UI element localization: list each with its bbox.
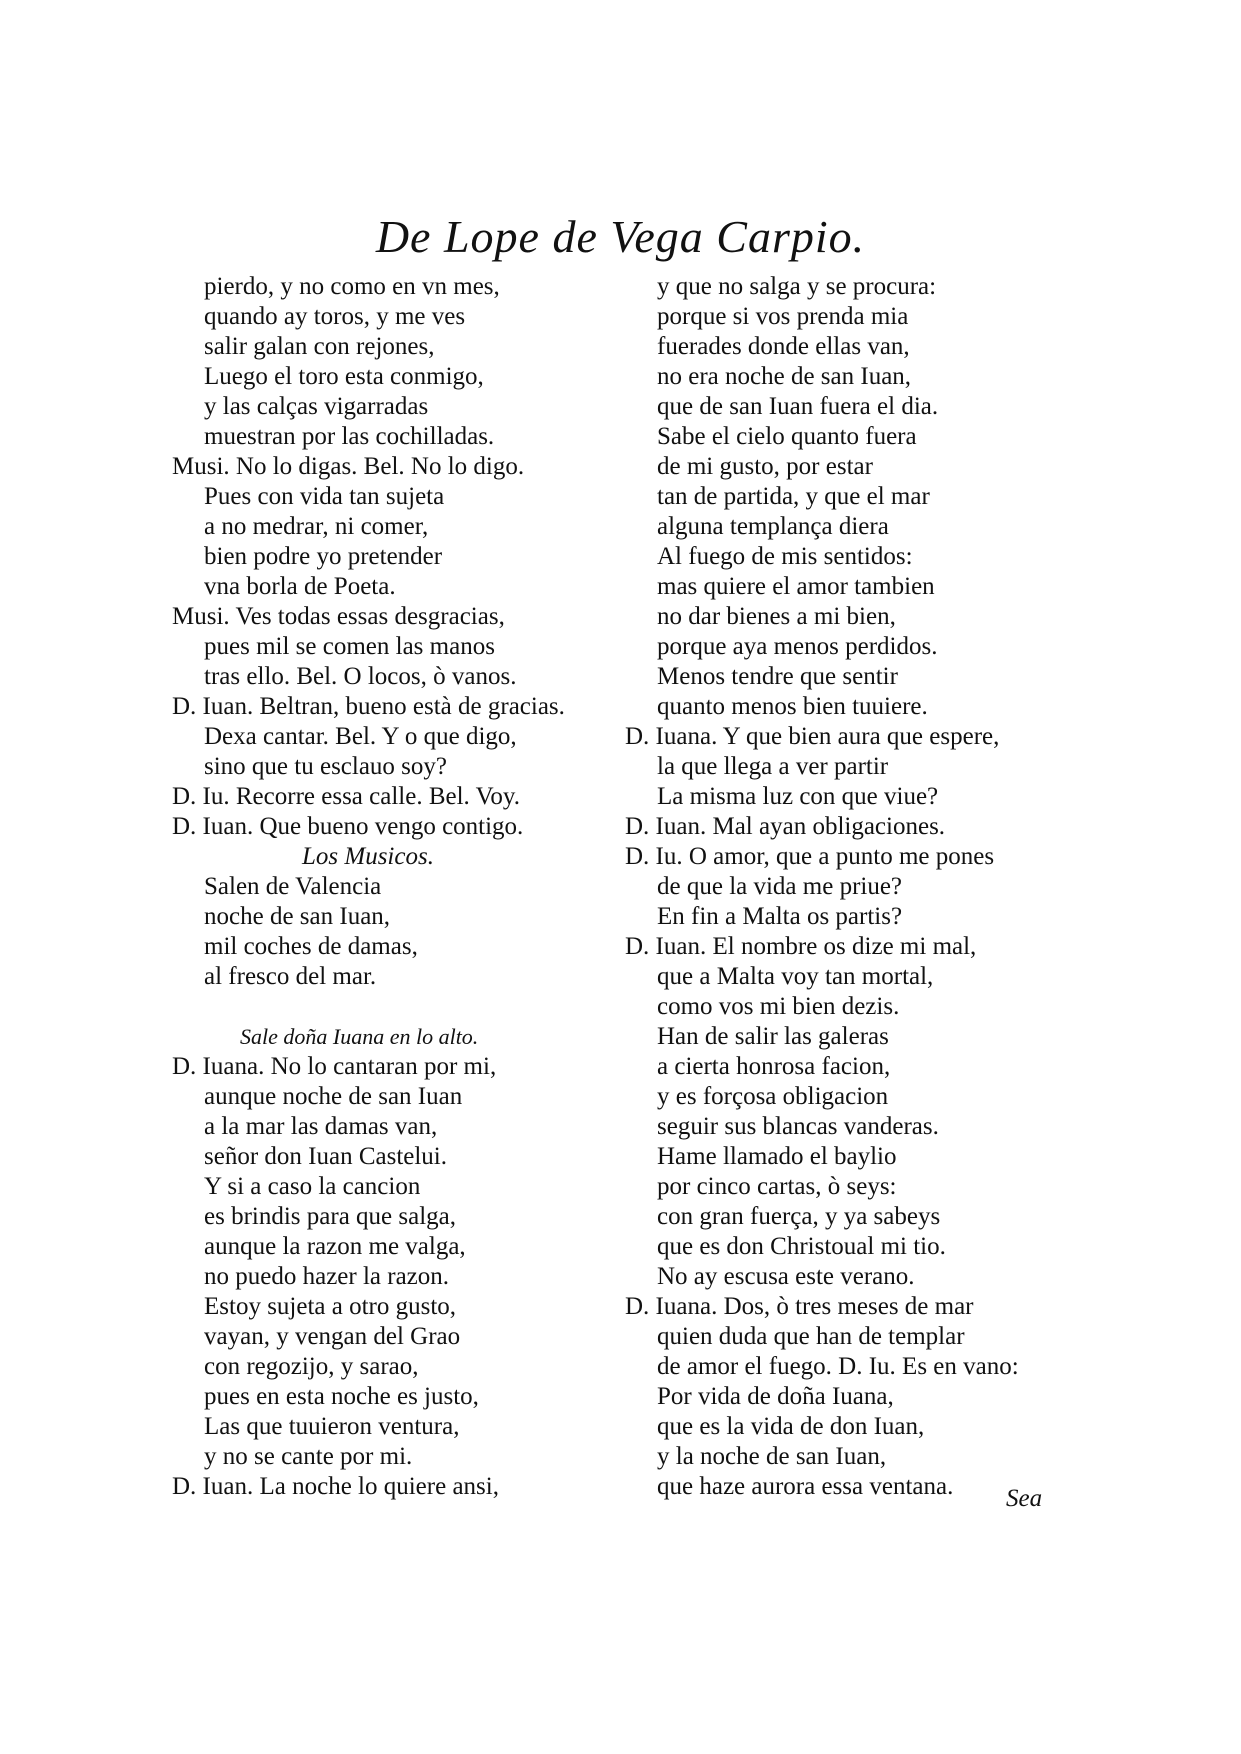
verse-line: Salen de Valencia: [204, 873, 382, 900]
verse-line: D. Iuana. Y que bien aura que espere,: [625, 723, 1000, 750]
verse-line: con regozijo, y sarao,: [204, 1353, 419, 1380]
verse-line: noche de san Iuan,: [204, 903, 391, 930]
verse-line: y que no salga y se procura:: [657, 273, 937, 300]
verse-line: de mi gusto, por estar: [657, 453, 873, 480]
verse-line: no era noche de san Iuan,: [657, 363, 912, 390]
verse-line: Han de salir las galeras: [657, 1023, 889, 1050]
verse-line: Los Musicos.: [302, 843, 434, 870]
verse-line: a no medrar, ni comer,: [204, 513, 429, 540]
verse-line: D. Iuan. La noche lo quiere ansi,: [172, 1473, 499, 1500]
verse-line: Sabe el cielo quanto fuera: [657, 423, 917, 450]
verse-line: Las que tuuieron ventura,: [204, 1413, 460, 1440]
verse-line: pues mil se comen las manos: [204, 633, 495, 660]
verse-line: que a Malta voy tan mortal,: [657, 963, 934, 990]
verse-line: Musi. No lo digas. Bel. No lo digo.: [172, 453, 525, 480]
verse-line: a cierta honrosa facion,: [657, 1053, 891, 1080]
verse-line: quanto menos bien tuuiere.: [657, 693, 928, 720]
verse-line: Luego el toro esta conmigo,: [204, 363, 484, 390]
verse-line: bien podre yo pretender: [204, 543, 443, 570]
verse-line: alguna templança diera: [657, 513, 889, 540]
verse-line: de que la vida me priue?: [657, 873, 903, 900]
verse-line: D. Iuana. Dos, ò tres meses de mar: [625, 1293, 974, 1320]
verse-line: Por vida de doña Iuana,: [657, 1383, 894, 1410]
left-column: [172, 272, 642, 1502]
verse-line: Hame llamado el baylio: [657, 1143, 897, 1170]
verse-line: D. Iuan. El nombre os dize mi mal,: [625, 933, 977, 960]
verse-line: No ay escusa este verano.: [657, 1263, 915, 1290]
blank-line: [172, 992, 642, 1022]
verse-line: que de san Iuan fuera el dia.: [657, 393, 939, 420]
verse-line: mas quiere el amor tambien: [657, 573, 935, 600]
verse-line: Dexa cantar. Bel. Y o que digo,: [204, 723, 517, 750]
verse-line: D. Iuan. Beltran, bueno està de gracias.: [172, 693, 565, 720]
verse-line: Menos tendre que sentir: [657, 663, 898, 690]
verse-line: salir galan con rejones,: [204, 333, 435, 360]
verse-line: porque si vos prenda mia: [657, 303, 909, 330]
verse-line: D. Iu. O amor, que a punto me pones: [625, 843, 995, 870]
verse-line: La misma luz con que viue?: [657, 783, 939, 810]
verse-line: sino que tu esclauo soy?: [204, 753, 448, 780]
verse-line: quando ay toros, y me ves: [204, 303, 466, 330]
verse-line: y las calças vigarradas: [204, 393, 429, 420]
verse-line: la que llega a ver partir: [657, 753, 889, 780]
verse-line: al fresco del mar.: [204, 963, 377, 990]
verse-line: Sale doña Iuana en lo alto.: [240, 1024, 479, 1049]
verse-line: Estoy sujeta a otro gusto,: [204, 1293, 457, 1320]
verse-line: y la noche de san Iuan,: [657, 1443, 887, 1470]
verse-line: no puedo hazer la razon.: [204, 1263, 450, 1290]
verse-line: D. Iuan. Que bueno vengo contigo.: [172, 813, 524, 840]
verse-line: D. Iu. Recorre essa calle. Bel. Voy.: [172, 783, 521, 810]
verse-line: y no se cante por mi.: [204, 1443, 413, 1470]
verse-line: señor don Iuan Castelui.: [204, 1143, 448, 1170]
verse-line: con gran fuerça, y ya sabeys: [657, 1203, 941, 1230]
verse-line: a la mar las damas van,: [204, 1113, 438, 1140]
verse-line: aunque noche de san Iuan: [204, 1083, 463, 1110]
verse-line: y es forçosa obligacion: [657, 1083, 889, 1110]
verse-line: Pues con vida tan sujeta: [204, 483, 445, 510]
right-column: [625, 272, 1075, 1502]
verse-line: D. Iuana. No lo cantaran por mi,: [172, 1053, 497, 1080]
verse-line: quien duda que han de templar: [657, 1323, 965, 1350]
running-header: De Lope de Vega Carpio.: [375, 211, 866, 262]
verse-line: pierdo, y no como en vn mes,: [204, 273, 500, 300]
verse-line: que es don Christoual mi tio.: [657, 1233, 946, 1260]
verse-line: tan de partida, y que el mar: [657, 483, 930, 510]
verse-line: como vos mi bien dezis.: [657, 993, 900, 1020]
verse-line: vayan, y vengan del Grao: [204, 1323, 461, 1350]
verse-line: muestran por las cochilladas.: [204, 423, 495, 450]
verse-line: seguir sus blancas vanderas.: [657, 1113, 939, 1140]
verse-line: vna borla de Poeta.: [204, 573, 396, 600]
verse-line: Y si a caso la cancion: [204, 1173, 421, 1200]
verse-line: de amor el fuego. D. Iu. Es en vano:: [657, 1353, 1019, 1380]
verse-line: Al fuego de mis sentidos:: [657, 543, 913, 570]
verse-line: D. Iuan. Mal ayan obligaciones.: [625, 813, 946, 840]
verse-line: no dar bienes a mi bien,: [657, 603, 896, 630]
verse-line: mil coches de damas,: [204, 933, 418, 960]
verse-line: Musi. Ves todas essas desgracias,: [172, 603, 505, 630]
verse-line: por cinco cartas, ò seys:: [657, 1173, 897, 1200]
verse-line: tras ello. Bel. O locos, ò vanos.: [204, 663, 517, 690]
catchword: Sea: [1006, 1485, 1043, 1512]
verse-line: porque aya menos perdidos.: [657, 633, 938, 660]
verse-line: aunque la razon me valga,: [204, 1233, 466, 1260]
verse-line: que es la vida de don Iuan,: [657, 1413, 925, 1440]
verse-line: fuerades donde ellas van,: [657, 333, 910, 360]
verse-line: En fin a Malta os partis?: [657, 903, 903, 930]
verse-line: que haze aurora essa ventana.: [657, 1473, 954, 1500]
verse-line: pues en esta noche es justo,: [204, 1383, 479, 1410]
verse-line: es brindis para que salga,: [204, 1203, 457, 1230]
